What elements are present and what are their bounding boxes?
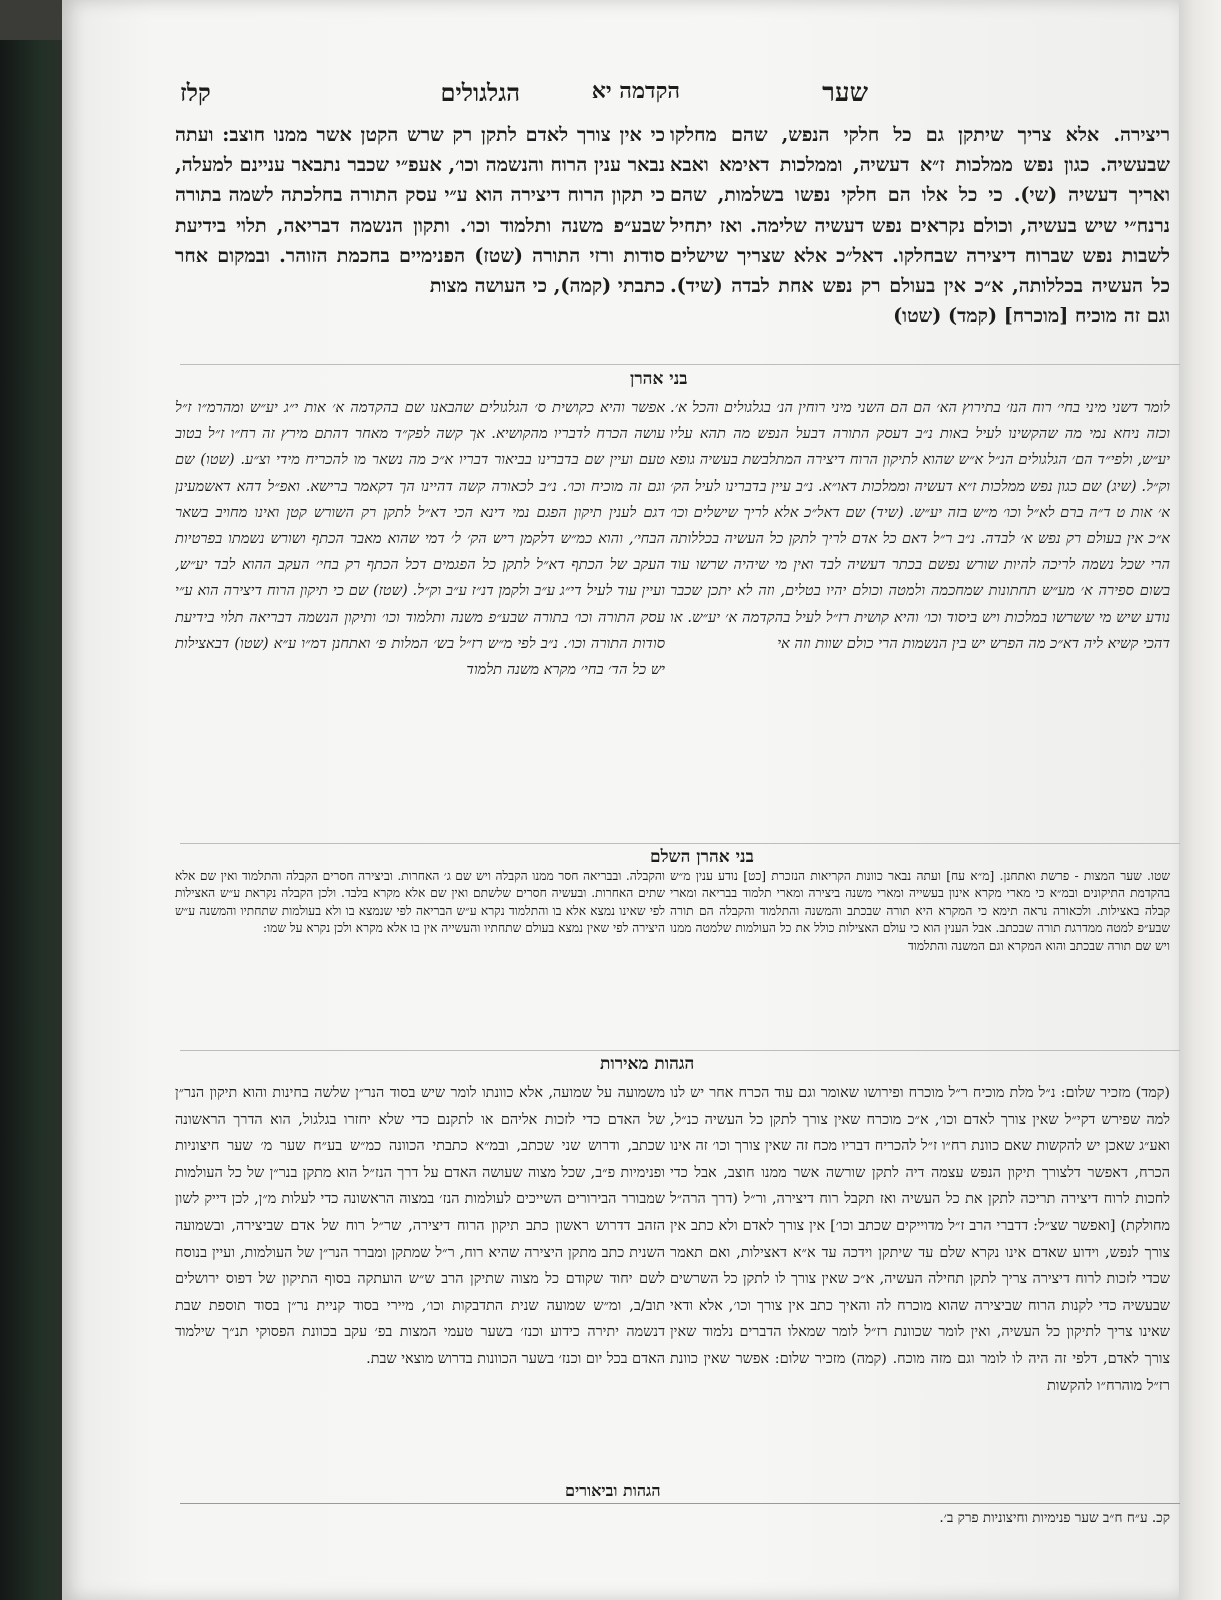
bnei-aharon-left-column: אפשר והיא כקושית ס׳ הגלגולים שהבאנו שם בהקדמה א׳ אות י״ג יע״ש ומהרמ״ו ז״ל עושה הכרח לדבריו מהקושיא. אך קשה לפק״ד מאחר דהתם מירץ זה רח״ו ז״ל בטוב טעם ועיין שם בדברינו בביאור דבריו א״כ מה נשאר מו להכריח מידי וצ״ע. (שטו) שם וגם זה מוכיח וכו׳. נ״ב לכאורה קשה דהיינו הך דקאמר ברישא. ואפ״ל דהא דאשמעינן דגם לענין תיקון הפגם נמי דינא הכי דא״ל לתקן רק השורש קטן ואינו מחויב בשאר הבחי׳, והוא כמ״ש דלקמן ריש הק׳ ל׳ דמי שהוא מאבר הכתף ושורש נשמתו בפרטיות העקב של הכתף דא״ל לתקן כל הפגמים דכל הכתף רק בחי׳ העקב ההוא לבד יע״ש, ועיין עוד לעיל די״ג ע״ב ולקמן דנ״ז ע״ב וק״ל. (שטז) שם כי תיקון הרוח דיצירה הוא ע״י עסק התורה וכו׳ בתורה שבע״פ משנה ותלמוד וכו׳ ותיקון הנשמה דבריאה תלוי בידיעת סודות התורה וכו׳. נ״ב לפי מ״ש רז״ל בש׳ המלות פ׳ ואתחנן דמ״ו ע״א (שטו) דבאצילות יש כל הד׳ בחי׳ מקרא משנה תלמוד <box>175 399 665 679</box>
page-header <box>180 78 880 118</box>
hagahot-meirot-title: הגהות מאירות <box>600 1054 695 1074</box>
bnei-aharon-hashalem-right-column: שטו. שער המצות - פרשת ואתחנן. [מ״א עח] ועתה נבאר כוונות הקריאות הנזכרת [כט] נודע ענין מ״ש בהקדמת התיקונים ובמ״א כי מארי מקרא אינון בעשייה ומארי משנה ביצירה ומארי תלמוד בבריאה ומארי קבלה באצילות. ולכאורה נראה תימא כי המקרא היא תורה שבכתב והמשנה והתלמוד והקבלה הם תורה שבע״פ למטה ממדרגת תורה שבכתב. אבל הענין הוא כי עולם האצילות כולל את כל העולמות שלמטה ממנו ויש שם תורה שבכתב והוא המקרא וגם המשנה והתלמוד <box>670 869 1170 953</box>
section-divider <box>180 843 1180 844</box>
bnei-aharon-right-column: לומר דשני מיני בחי׳ רוח הנז׳ בתירוץ הא׳ הם הם השני מיני רוחין הנ׳ בגלגולים והכל א׳. וכזה ניחא נמי מה שהקשינו לעיל באות נ״ב דעסק התורה דבעל הנפש מה תהא עליו יע״ש, ולפי״ד הם׳ הגלגולים הנ״ל א״ש שהוא לתיקון הרוח דיצירה המתלבשת בעשיה גופא וק״ל. (שיג) שם כגון נפש ממלכות ז״א דעשיה וממלכות דאו״א. נ״ב עיין בדברינו לעיל הק׳ א׳ אות ט ד״ה ברם לא״ל וכו׳ מ״ש בזה יע״ש. (שיד) שם דאל״כ אלא לריך שישלים וכו׳ א״כ אין בעולם רק נפש א׳ לבדה. נ״ב ר״ל דאם כל אדם לריך לתקן כל העשיה בכללותה הרי שכל נשמה לריכה להיות שורש נפשם בכתר דעשיה לבד ואין מי שיהיה שרשו עוד בשום ספירה א׳ מע״ש תחתונות שמחכמה ולמטה וכולם יהיו בטלים, וזה לא יתכן שכבר נודע שיש מי ששרשו במלכות ויש ביסוד וכו׳ והיא קושית רז״ל לעיל בהקדמה א׳ יע״ש. או דהכי קשיא ליה דא״כ מה הפרש יש בין הנשמות הרי כולם שוות וזה אי <box>670 399 1170 652</box>
main-text-left-column: כי אין צורך לאדם לתקן רק שרש הקטן אשר ממנו חוצב: ועתה נבאר ענין הרוח והנשמה וכו׳, אעפ״י שכבר נתבאר עניינם למעלה, כי תקון הרוח דיצירה הוא ע״י עסק התורה בחלכתה לשמה בתורה שבע״פ משנה ותלמוד וכו׳. ותקון הנשמה דבריאה, תלוי בידיעת סודות ורזי התורה (שטז) הפנימיים בחכמת הזוהר. ובמקום אחר כתבתי (קמה), כי העושה מצות <box>175 123 665 298</box>
hagahot-meirot-right-column: (קמד) מזכיר שלום: נ״ל מלת מוכיח ר״ל מוכרח ופירושו שאומר וגם עוד הכרח אחר יש לנו למה שפירש דקי״ל שאין צורך לאדם וכו׳, א״כ מוכרח שאין צורך לתקן כל העשיה כנ״ל, ואע״ג שאכן יש להקשות שאם כוונת רח״ו ז״ל להכריח דבריו מכח זה שאין צורך וכו׳ זה אינו הכרח, דאפשר דלצורך תיקון הנפש עצמה דיה לתקן שורשה אשר ממנו חוצב, אבל כדי לחכות לרוח דיצירה תריכה לתקן את כל העשיה ואז תקבל רוח דיצירה, ור״ל (דרך הרה״ל מחולקת) [ואפשר שצ״ל: דדברי הרב ז״ל מדוייקים שכתב וכו׳] אין צורך לאדם ולא כתב אין צורך לנפש, וידוע שאדם אינו נקרא שלם עד שיתקן וידכה עד א״א דאצילות, ואם תאמר שכדי לזכות לרוח דיצירה צריך לתקן תחילה העשיה, א״כ שאין צורך לו לתקן כל השרשים שבעשיה כדי לקנות הרוח שביצירה שהוא מוכרח לה והאיך כתב אין צורך וכו׳, אלא ודאי שאינו צריך לתיקון כל העשיה, ואין לומר שכוונת רז״ל לומר שמאלו הדברים נלמוד שאין צורך לאדם, דלפי זה היה לו לומר וגם מזה מוכח. (קמה) מזכיר שלום: אפשר שאין כוונת רז״ל מוהרח״ו להקשות <box>670 1085 1170 1394</box>
bnei-aharon-title: בני אהרן <box>630 369 688 389</box>
section-divider <box>180 1050 1180 1051</box>
header-intro-label: הקדמה יא <box>591 78 680 104</box>
page-number: קלז <box>180 78 211 107</box>
bnei-aharon-hashalem-title: בני אהרן השלם <box>650 847 754 867</box>
section-divider <box>180 364 1180 365</box>
bnei-aharon-hashalem-left-column: והקבלה. ובבריאה חסר ממנו הקבלה ויש שם ג׳ האחרות. וביצירה חסרים הקבלה והתלמוד ואין שם אלא שתים האחרות. ובעשיה חסרים שלשתם ואין שם אלא מקרא בלבד. ולכן הקבלה נקראת ע״ש האצילות לפי שאינו נמצא אלא בו והתלמוד נקרא ע״ש הבריאה לפי שנמצא בו ולא בעולמות שתחתיו והמשנה ע״ש היצירה לפי שאין נמצא בעולם שתחתיו והעשייה אין בו אלא מקרא ולכן נקרא על שמו: <box>175 869 665 936</box>
header-gate-label: שער <box>822 78 868 108</box>
header-book-title: הגלגולים <box>440 78 520 107</box>
main-text-right-column: ריצירה. אלא צריך שיתקן גם כל חלקי הנפש, שהם מחלקו שבעשיה. כגון נפש ממלכות ז״א דעשיה, וממלכות דאימא ואבא ואריך דעשיה (שי). כי כל אלו הם חלקי נפשו בשלמות, שהם נרנח״י שיש בעשיה, וכולם נקראים נפש דעשיה שלימה. ואז יתחיל לשבות נפש שברוח דיצירה שבחלקו. דאל״כ אלא שצריך שישלים כל העשיה בכללותה, א״כ אין בעולם רק נפש אחת לבדה (שיד). וגם זה מוכיח [מוכרח] (קמד) (שטו) <box>670 123 1170 328</box>
book-cover-edge <box>0 40 70 1600</box>
footnote: קכ. ע״ח ח״ב שער פנימיות וחיצוניות פרק ב׳. <box>939 1510 1170 1526</box>
facing-page-edge <box>1175 0 1221 1600</box>
hagahot-meirot-left-column: משמועה על שמועה, אלא כוונתו לומר שיש בסוד הנר״ן שלשה בחינות והוא תיקון הנר״ן של האדם כדי לזכות אליהם או לתקנם כדי שלא יחזרו בגלגול, הוא הדרך הראשונה שכתב, ודרוש שני שכתב, ובמ״א כתבתי הכוונה כמ״ש בע״ח שער מ׳ שער חיצוניות ופנימיות פ״ב, שכל מצוה שעושה האדם על דרך הנז״ל הוא מתקן בנר״ן של כל העולמות שמבורר הבירורים השייכים לעולמות הנז׳ במצוה הראשונה כדי לעלות מ״ן, לכן דייק לשון הזהב דדרוש ראשון כתב תיקון הרוח דיצירה, שר״ל רוח של אדם שביצירה, ובשמועה השנית כתב מתקן היצירה שהיא רוח, ר״ל שמתקן ומברר הנר״ן של העולמות, ועיין בנוסח לשם יחוד שקודם כל מצוה שתיקן הרב ש״ש הועתקה בסוף התיקון של דפוס ירושלים תוב/ב, ומ״ש שמועה שנית התדבקות וכו׳, מיירי בסוד קניית נר״ן בסוד תוספת שבת דנשמה יתירה כידוע וכנז׳ בשער טעמי המצות בפ׳ עקב בכוונת הפסוקי תנ״ך שילמוד האדם בכל יום וכנז׳ בשער הכוונות בדרוש מוצאי שבת. <box>175 1085 665 1367</box>
footnote-rule <box>180 1503 1180 1504</box>
hagahot-biurim-title: הגהות וביאורים <box>565 1481 661 1500</box>
